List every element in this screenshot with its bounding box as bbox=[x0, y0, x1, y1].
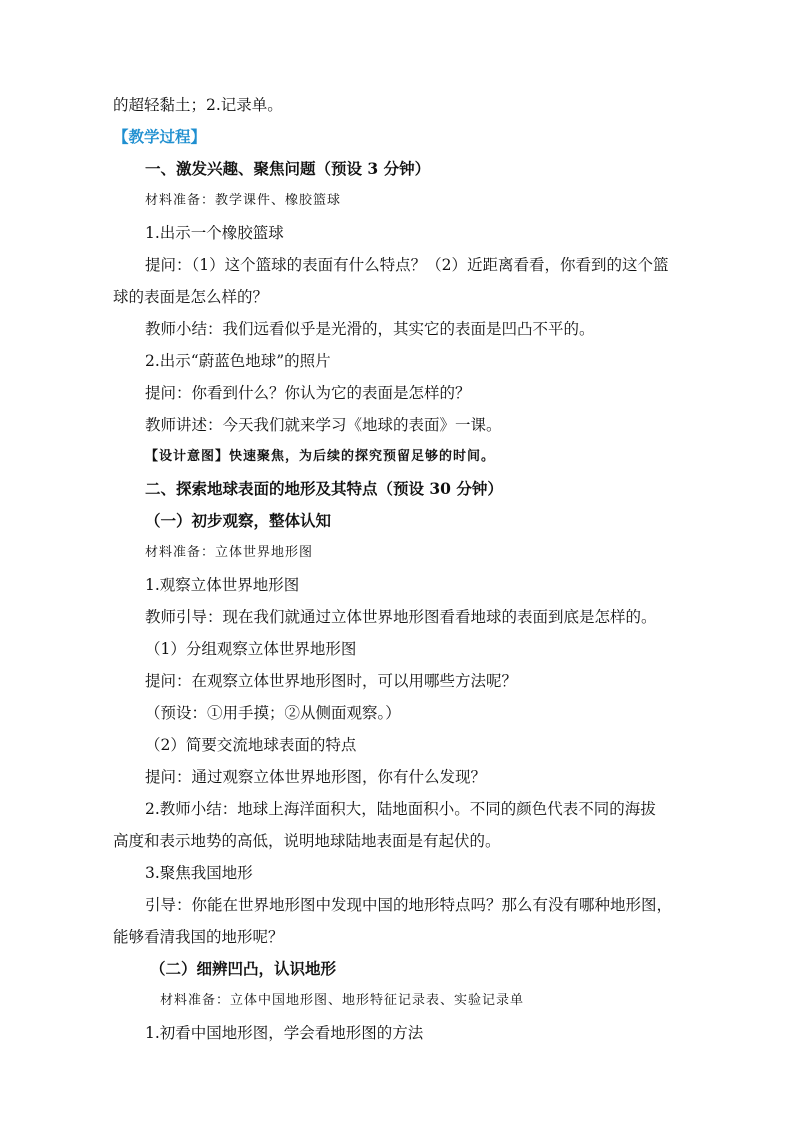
text-line: 教师小结：我们远看似乎是光滑的，其实它的表面是凹凸不平的。 bbox=[145, 320, 595, 338]
text-line: 教师引导：现在我们就通过立体世界地形图看看地球的表面到底是怎样的。 bbox=[145, 608, 657, 626]
text-line: 提问：通过观察立体世界地形图，你有什么发现？ bbox=[145, 768, 487, 786]
text-line: （2）简要交流地球表面的特点 bbox=[145, 736, 357, 754]
heading-part-1: 一、激发兴趣、聚焦问题（预设 3 分钟） bbox=[145, 159, 431, 178]
section-label-teaching-process: 【教学过程】 bbox=[113, 127, 207, 146]
text-line: （预设：①用手摸；②从侧面观察。） bbox=[145, 704, 401, 722]
subheading-1: （一）初步观察，整体认知 bbox=[145, 511, 332, 530]
subheading-2: （二）细辨凹凸，认识地形 bbox=[150, 959, 337, 978]
text-line: 1.观察立体世界地形图 bbox=[145, 576, 300, 594]
text-line: 2.教师小结：地球上海洋面积大，陆地面积小。不同的颜色代表不同的海拔 bbox=[145, 800, 656, 818]
materials-note: 材料准备：立体世界地形图 bbox=[145, 545, 314, 560]
heading-part-2: 二、探索地球表面的地形及其特点（预设 30 分钟） bbox=[145, 479, 503, 498]
design-intent-note: 【设计意图】快速聚焦，为后续的探究预留足够的时间。 bbox=[145, 449, 496, 464]
text-line: 1.出示一个橡胶篮球 bbox=[145, 224, 284, 242]
text-line: 提问：在观察立体世界地形图时，可以用哪些方法呢？ bbox=[145, 672, 518, 690]
text-line: 提问：（1）这个篮球的表面有什么特点？（2）近距离看看，你看到的这个篮 bbox=[145, 256, 669, 274]
text-line: 引导：你能在世界地形图中发现中国的地形特点吗？那么有没有哪种地形图， bbox=[145, 896, 673, 914]
text-line: 3.聚焦我国地形 bbox=[145, 864, 253, 882]
text-line: 2.出示“蔚蓝色地球”的照片 bbox=[145, 352, 331, 370]
materials-note: 材料准备：教学课件、橡胶篮球 bbox=[145, 193, 342, 208]
text-line: 能够看清我国的地形呢？ bbox=[113, 928, 284, 946]
text-line: （1）分组观察立体世界地形图 bbox=[145, 640, 357, 658]
text-line: 教师讲述：今天我们就来学习《地球的表面》一课。 bbox=[145, 416, 502, 434]
text-line: 的超轻黏土；2.记录单。 bbox=[113, 96, 283, 114]
text-line: 球的表面是怎么样的？ bbox=[113, 288, 269, 306]
text-line: 1.初看中国地形图，学会看地形图的方法 bbox=[145, 1024, 424, 1042]
text-line: 提问：你看到什么？你认为它的表面是怎样的？ bbox=[145, 384, 471, 402]
materials-note: 材料准备：立体中国地形图、地形特征记录表、实验记录单 bbox=[160, 993, 525, 1008]
text-line: 高度和表示地势的高低，说明地球陆地表面是有起伏的。 bbox=[113, 832, 501, 850]
